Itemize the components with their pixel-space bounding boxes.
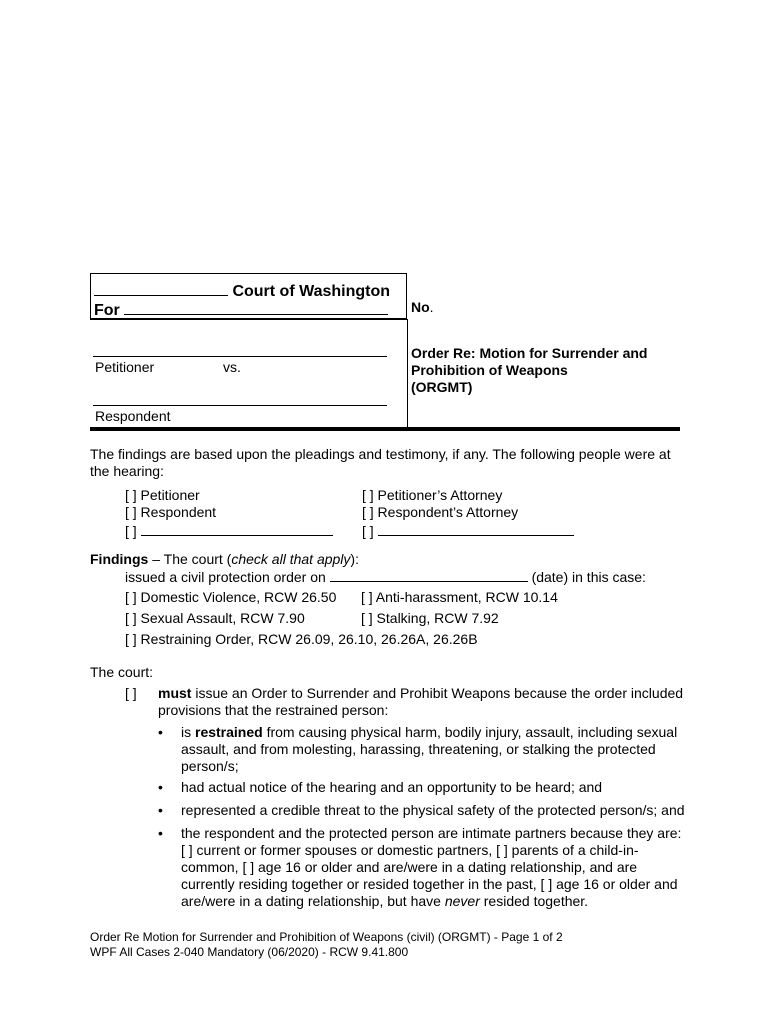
page-footer xyxy=(90,930,563,960)
b1-line-1 xyxy=(181,724,678,741)
attend-other-right-blank[interactable] xyxy=(378,521,574,536)
attend-respondent[interactable]: [ ] Respondent xyxy=(125,504,217,520)
county-blank[interactable] xyxy=(124,300,388,315)
petitioner-name-line[interactable] xyxy=(93,356,387,357)
intro-paragraph xyxy=(90,446,675,480)
court-suffix: Court of Washington xyxy=(232,283,391,300)
footer-line-1: Order Re Motion for Surrender and Prohibition of Weapons (civil) (ORGMT) - Page 1 of 2 xyxy=(90,930,563,944)
attendance-left xyxy=(125,487,333,540)
court-for-line xyxy=(94,300,388,320)
b4-line-3: common, [ ] age 16 or older and are/were in a dating relationship, and are xyxy=(181,859,638,875)
order-date-blank[interactable] xyxy=(330,567,528,582)
must-rest: issue an Order to Surrender and Prohibit Weapons because the order included xyxy=(191,685,684,701)
b4-line-5 xyxy=(181,893,673,910)
must-line-1 xyxy=(158,685,688,702)
issued-suffix: (date) in this case: xyxy=(531,569,646,585)
document-title xyxy=(411,345,691,396)
findings-heading xyxy=(90,551,359,568)
bullet-symbol: • xyxy=(158,802,163,818)
court-label: The court: xyxy=(90,664,154,680)
court-name-line xyxy=(94,281,390,301)
b4-line5-em: never xyxy=(444,893,480,909)
court-name-blank[interactable] xyxy=(94,281,228,296)
finding-restraining-order[interactable]: [ ] Restraining Order, RCW 26.09, 26.10, 26.26A, 26.26B xyxy=(125,631,478,647)
case-number xyxy=(411,299,434,316)
bullet-intimate-text xyxy=(181,825,682,910)
b1-bold: restrained xyxy=(195,724,263,740)
b4-line5-post: resided together. xyxy=(479,893,589,909)
footer-line-2: WPF All Cases 2-040 Mandatory (06/2020) - RCW 9.41.800 xyxy=(90,945,409,959)
attend-other-left-box: [ ] xyxy=(125,523,137,539)
caption-bottom-rule xyxy=(90,427,680,431)
must-paragraph xyxy=(158,685,688,719)
b4-line5-pre: are/were in a dating relationship, but have xyxy=(181,893,445,909)
attendance-right xyxy=(362,487,574,540)
intro-line-2: the hearing: xyxy=(90,463,164,479)
finding-anti-harassment[interactable]: [ ] Anti-harassment, RCW 10.14 xyxy=(361,589,558,605)
case-no-label: No xyxy=(411,299,430,315)
must-checkbox[interactable]: [ ] xyxy=(125,685,137,701)
findings-check-all: check all that apply xyxy=(231,551,351,567)
attend-petitioner[interactable]: [ ] Petitioner xyxy=(125,487,200,503)
attend-other-right-box: [ ] xyxy=(362,523,374,539)
findings-close: ): xyxy=(350,551,359,567)
b1-line-2: assault, and from molesting, harassing, threatening, or stalking the protected xyxy=(181,741,656,757)
must-word: must xyxy=(158,685,192,701)
vs-label: vs. xyxy=(223,359,241,375)
b4-line-4: currently residing together or resided together in the past, [ ] age 16 or older and xyxy=(181,876,678,892)
attend-other-right[interactable] xyxy=(362,521,574,540)
bullet-symbol: • xyxy=(158,779,163,795)
must-line-2: provisions that the restrained person: xyxy=(158,702,389,718)
respondent-name-line[interactable] xyxy=(93,405,387,406)
b1-prefix: is xyxy=(181,724,195,740)
b1-rest: from causing physical harm, bodily injury, assault, including sexual xyxy=(262,724,678,740)
caption-vertical-divider xyxy=(407,319,408,429)
findings-label: Findings xyxy=(90,551,149,567)
finding-domestic-violence[interactable]: [ ] Domestic Violence, RCW 26.50 xyxy=(125,589,337,605)
finding-sexual-assault[interactable]: [ ] Sexual Assault, RCW 7.90 xyxy=(125,610,305,626)
finding-stalking[interactable]: [ ] Stalking, RCW 7.92 xyxy=(361,610,499,626)
attend-petitioner-attorney[interactable]: [ ] Petitioner’s Attorney xyxy=(362,487,503,503)
bullet-symbol: • xyxy=(158,724,163,740)
issued-line xyxy=(125,567,646,586)
b4-line-1: the respondent and the protected person are intimate partners because they are: xyxy=(181,825,682,841)
petitioner-label: Petitioner xyxy=(95,359,155,375)
bullet-restrained-text xyxy=(181,724,678,775)
b2-text: had actual notice of the hearing and an opportunity to be heard; and xyxy=(181,779,603,795)
case-no-punct: . xyxy=(429,299,434,315)
bullet-symbol: • xyxy=(158,825,163,841)
b4-line-2: [ ] current or former spouses or domestic partners, [ ] parents of a child-in- xyxy=(181,842,639,858)
findings-dash: – The court ( xyxy=(148,551,232,567)
issued-prefix: issued a civil protection order on xyxy=(125,569,326,585)
title-line-1: Order Re: Motion for Surrender and xyxy=(411,345,648,361)
title-line-3: (ORGMT) xyxy=(411,379,473,395)
attend-other-left[interactable] xyxy=(125,521,333,540)
respondent-label: Respondent xyxy=(95,408,171,424)
b1-line-3: person/s; xyxy=(181,758,239,774)
b3-text: represented a credible threat to the physical safety of the protected person/s; and xyxy=(181,802,685,818)
for-label: For xyxy=(94,302,120,319)
attend-other-left-blank[interactable] xyxy=(141,521,333,536)
title-line-2: Prohibition of Weapons xyxy=(411,362,568,378)
intro-line-1: The findings are based upon the pleadings and testimony, if any. The following people were at xyxy=(90,446,671,462)
attend-respondent-attorney[interactable]: [ ] Respondent’s Attorney xyxy=(362,504,519,520)
